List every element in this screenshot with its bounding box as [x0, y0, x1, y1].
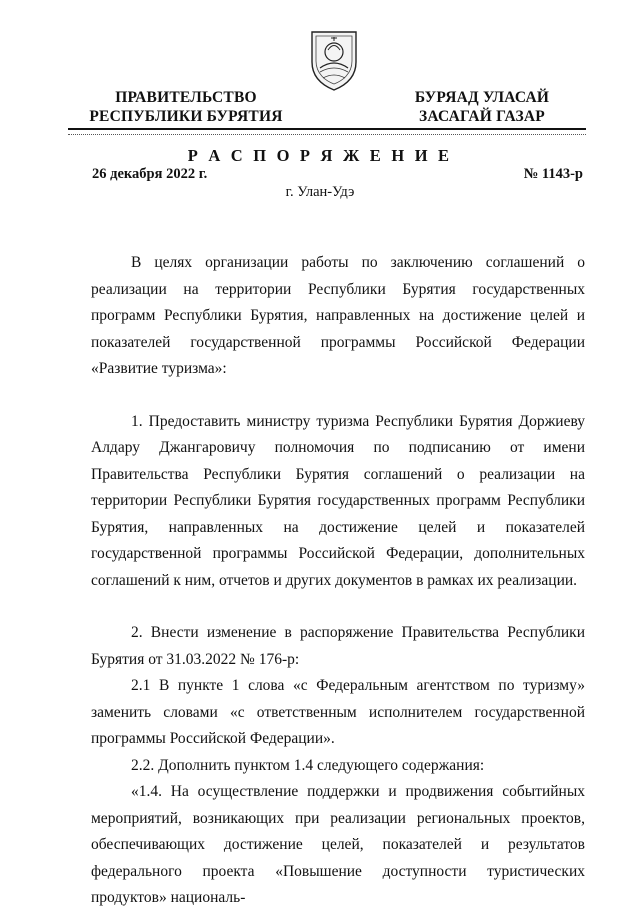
org-right-line2: ЗАСАГАЙ ГАЗАР	[419, 108, 545, 125]
paragraph-item-1-4: «1.4. На осуществление поддержки и продвижения событийных мероприятий, возникающих при реализации региональных проектов, обеспечивающих достижение целей, показателей и результатов федерального проекта «Повышение доступности туристических продуктов» националь-	[91, 783, 585, 906]
paragraph-item-2: 2. Внести изменение в распоряжение Правительства Республики Бурятия от 31.03.2022 № 176-р:	[91, 624, 585, 668]
paragraph-item-2-2: 2.2. Дополнить пунктом 1.4 следующего содержания:	[131, 756, 485, 774]
government-name-buryat	[402, 88, 562, 126]
org-left-line2: РЕСПУБЛИКИ БУРЯТИЯ	[89, 108, 283, 125]
document-number: № 1143-р	[523, 166, 583, 182]
paragraph-preamble: В целях организации работы по заключению соглашений о реализации на территории Республики Бурятия государственных программ Республики Бурятия, направленных на достижение целей и показателей государственной программы Российской Федерации «Развитие туризма»:	[91, 254, 585, 377]
republic-coat-of-arms-icon	[306, 28, 362, 92]
header-divider-thick	[68, 128, 586, 130]
header-divider-dotted	[68, 134, 586, 135]
paragraph-item-1: 1. Предоставить министру туризма Республики Бурятия Доржиеву Алдару Джангаровичу полномочия по подписанию от имени Правительства Республики Бурятия соглашений о реализации на территории Республики Бурятия государственных программ Республики Бурятия, направленных на достижение целей и показателей государственной программы Российской Федерации, дополнительных соглашений к ним, отчетов и других документов в рамках их реализации.	[91, 412, 585, 589]
document-body	[91, 250, 585, 912]
org-left-line1: ПРАВИТЕЛЬСТВО	[115, 89, 257, 106]
government-name-russian	[74, 88, 298, 126]
document-city: г. Улан-Удэ	[285, 184, 355, 200]
document-date: 26 декабря 2022 г.	[92, 166, 208, 182]
document-type-title: Р А С П О Р Я Ж Е Н И Е	[187, 146, 453, 165]
paragraph-item-2-1: 2.1 В пункте 1 слова «с Федеральным агентством по туризму» заменить словами «с ответственным исполнителем государственной программы Российской Федерации».	[91, 677, 585, 747]
org-right-line1: БУРЯАД УЛАСАЙ	[414, 89, 550, 106]
